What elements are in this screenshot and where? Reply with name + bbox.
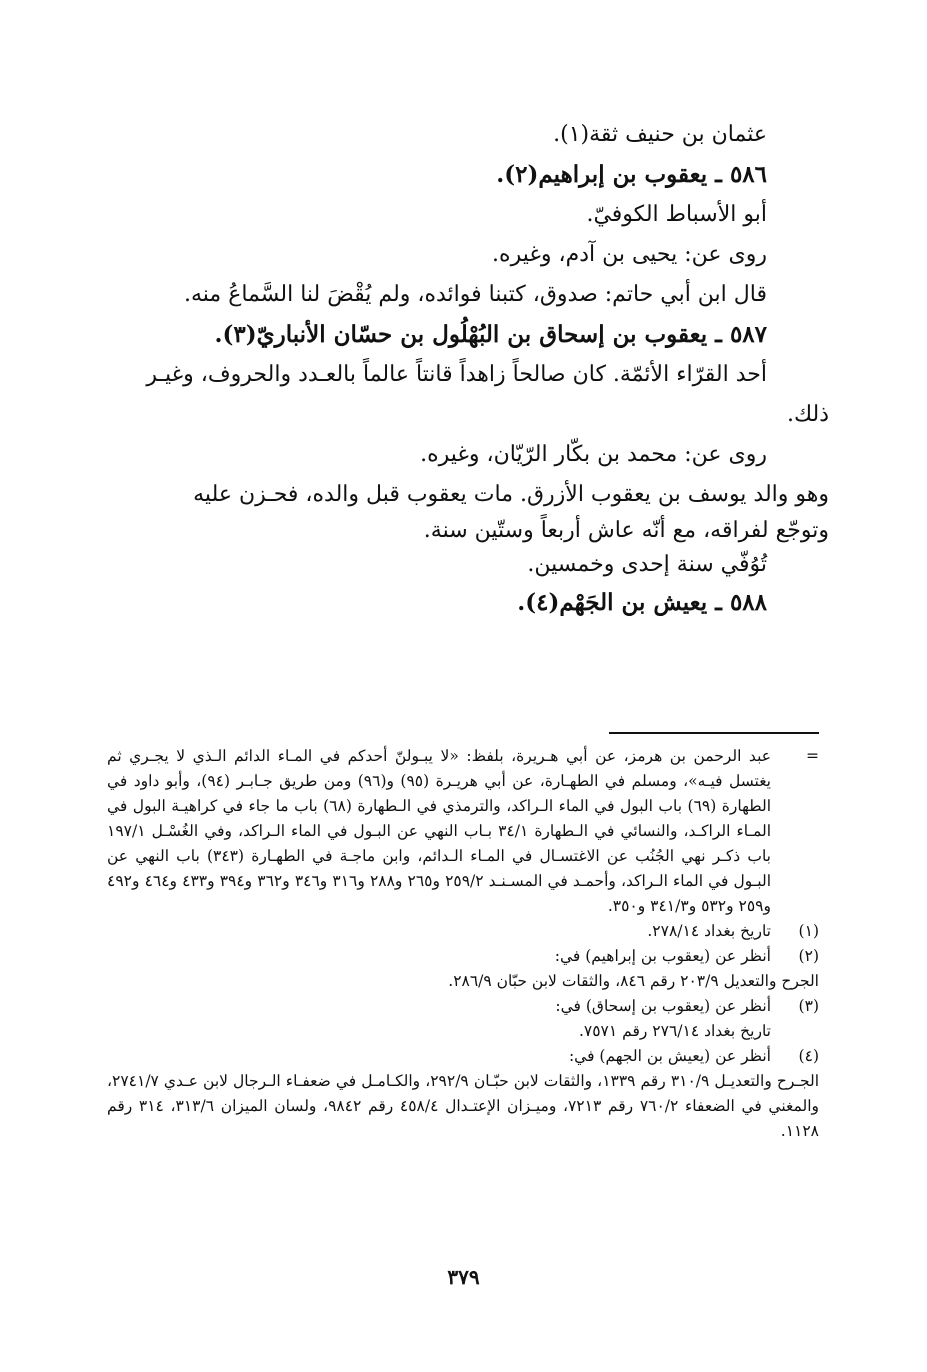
footnote-text: أنظر عن (يعقوب بن إبراهيم) في: [554, 947, 771, 965]
footnote-4-cont [107, 1069, 819, 1144]
footnote-mark: = [806, 747, 819, 765]
footnote-text: أنظر عن (يعيش بن الجهم) في: [568, 1047, 771, 1065]
text-line: قال ابن أبي حاتم: صدوق، كتبنا فوائده، ولم يُقْضَ لنا السَّماعُ منه. [184, 282, 767, 307]
footnote-number: (٢) [798, 947, 819, 965]
footnote-number: (١) [798, 922, 819, 940]
entry-heading-587: ٥٨٧ ـ يعقوب بن إسحاق بن البُهْلُول بن حسّان الأنباريّ(٣). [214, 321, 767, 348]
text-line: تُوُفّي سنة إحدى وخمسين. [527, 552, 767, 577]
text-line: روى عن: يحيى بن آدم، وغيره. [492, 242, 767, 267]
page-number: ٣٧٩ [447, 1265, 480, 1289]
footnote-separator [609, 732, 819, 734]
text-line: روى عن: محمد بن بكّار الرّيّان، وغيره. [420, 442, 767, 467]
footnote-text: الجـرح والتعديـل ٣١٠/٩ رقم ١٣٣٩، والثقات لابن حبّـان ٢٩٢/٩، والكـامـل في ضعفـاء الـرجال لابن عـدي ٢٧٤١/٧، والمغني في الضعفاء ٧٦٠/٢ رقم ٧٢١٣، وميـزان الإعتـدال ٤٥٨/٤ رقم ٩٨٤٢، ولسان الميزان ٣١٣/٦، ٣١٤ رقم ١١٢٨. [107, 1072, 819, 1140]
footnote-2 [107, 944, 819, 969]
text-line: وتوجّع لفراقه، مع أنّه عاش أربعاً وستّين سنة. [423, 518, 829, 543]
footnote-text: عبد الرحمن بن هرمز، عن أبي هـريرة، بلفظ: «لا يبـولنّ أحدكم في المـاء الدائم الـذي لا يجـري ثم يغتسل فيـه»، ومسلم في الطهـارة، عن أبي هريـرة (٩٥) و(٩٦) ومن طريق جـابـر (٩٤)، وأبو داود في الطهارة (٦٩) باب البول في الماء الـراكد، والترمذي في الـطهارة (٦٨) باب ما جاء في كراهيـة البول في المـاء الراكـد، والنسائي في الـطهارة ٣٤/١ بـاب النهي عن البـول في الماء الـراكد، وفي الغُسْـل ١٩٧/١ باب ذكـر نهي الجُنُب عن الاغتسـال في المـاء الـدائم، وابن ماجـة في الطهـارة (٣٤٣) باب النهي عن البـول في الماء الـراكد، وأحمـد في المسـنـد ٢٥٩/٢ و٢٦٥ و٢٨٨ و٣١٦ و٣٤٦ و٣٦٢ و٣٩٤ و٤٣٣ و٤٦٤ و٤٩٢ و٢٥٩ و٥٣٢ و٣٤١/٣ و٣٥٠. [107, 747, 772, 915]
footnote-continuation [107, 744, 819, 919]
text-line: عثمان بن حنيف ثقة(١). [553, 122, 767, 147]
footnote-3 [107, 994, 819, 1044]
footnote-2-cont [107, 969, 819, 994]
text-line: ذلك. [786, 402, 829, 427]
text-line: وهو والد يوسف بن يعقوب الأزرق. مات يعقوب قبل والده، فحـزن عليه [193, 482, 829, 507]
footnotes [107, 744, 819, 1144]
text-line: أبو الأسباط الكوفيّ. [586, 202, 767, 227]
entry-heading-588: ٥٨٨ ـ يعيش بن الجَهْم(٤). [517, 589, 767, 616]
footnote-text: تاريخ بغداد ٢٧٨/١٤. [647, 922, 771, 940]
entry-heading-586: ٥٨٦ ـ يعقوب بن إبراهيم(٢). [496, 161, 767, 188]
footnote-4 [107, 1044, 819, 1069]
footnote-number: (٤) [798, 1047, 819, 1065]
footnote-text: أنظر عن (يعقوب بن إسحاق) في: [555, 997, 771, 1015]
footnote-1 [107, 919, 819, 944]
footnote-text: الجرح والتعديل ٢٠٣/٩ رقم ٨٤٦، والثقات لابن حبّان ٢٨٦/٩. [448, 972, 819, 990]
text-line: أحد القرّاء الأئمّة. كان صالحاً زاهداً قانتاً عالماً بالعـدد والحروف، وغيـر [146, 362, 767, 387]
footnote-text: تاريخ بغداد ٢٧٦/١٤ رقم ٧٥٧١. [578, 1022, 771, 1040]
footnote-number: (٣) [798, 997, 819, 1015]
main-text [107, 115, 829, 623]
